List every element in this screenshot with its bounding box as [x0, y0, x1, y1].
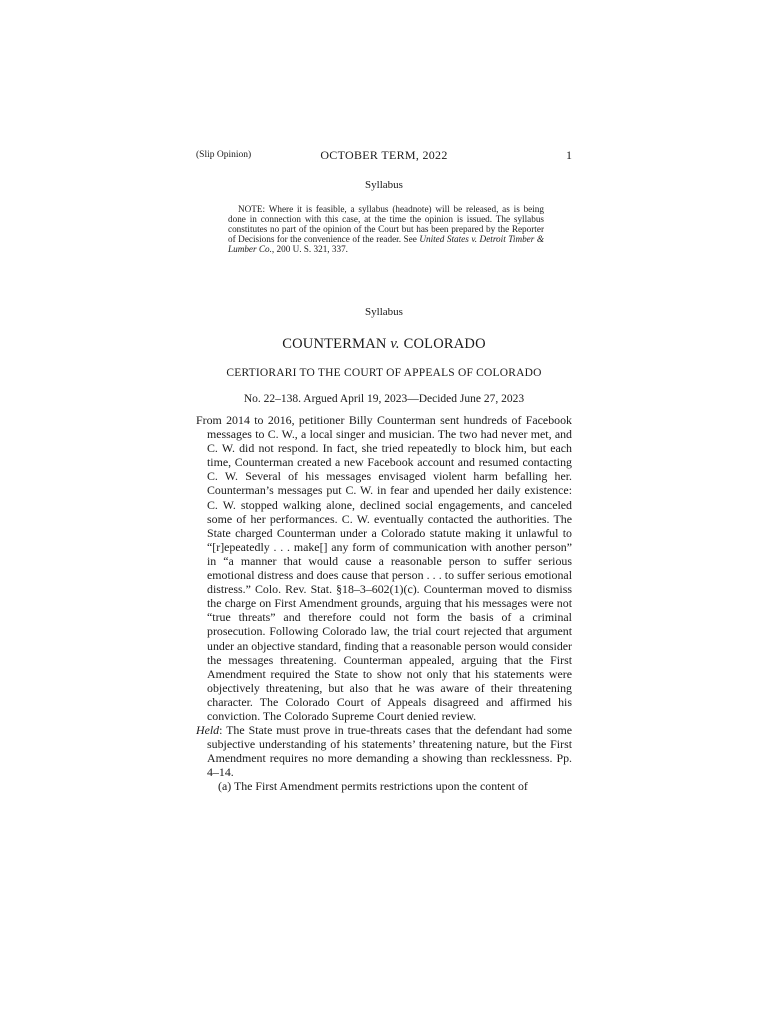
syllabus-heading-top: Syllabus [365, 179, 403, 191]
term-title: OCTOBER TERM, 2022 [320, 148, 448, 162]
holding-paragraph [196, 723, 572, 779]
case-caption [196, 336, 572, 353]
note-tail: , 200 U. S. 321, 337. [271, 244, 348, 254]
point-a-paragraph: (a) The First Amendment permits restrictions upon the content of [218, 779, 528, 794]
slip-opinion-label: (Slip Opinion) [196, 150, 252, 160]
reporter-note [228, 204, 544, 254]
syllabus-heading: Syllabus [365, 306, 403, 318]
docket-line: No. 22–138. Argued April 19, 2023—Decided June 27, 2023 [243, 393, 525, 405]
caption-respondent: COLORADO [403, 336, 486, 352]
caption-versus: v. [390, 336, 400, 352]
held-text: : The State must prove in true-threats cases that the defendant had some subjective understanding of his statements’ threatening nature, but the First Amendment requires no more demanding a showing than recklessness. Pp. 4–14. [207, 723, 572, 780]
caption-petitioner: COUNTERMAN [282, 336, 387, 352]
page-number: 1 [566, 148, 572, 162]
facts-paragraph: From 2014 to 2016, petitioner Billy Counterman sent hundreds of Facebook messages to C. W., a local singer and musician. The two had never met, and C. W. did not respond. In fact, she tried repeatedly to block him, but each time, Counterman created a new Facebook account and resumed contacting C. W. Several of his messages envisaged violent harm befalling her. Counterman’s messages put C. W. in fear and upended her daily existence: C. W. stopped walking alone, declined social engagements, and canceled some of her performances. C. W. eventually contacted the authorities. The State charged Counterman under a Colorado statute making it unlawful to “[r]epeatedly . . . make[] any form of communication with another person” in “a manner that would cause a reasonable person to suffer serious emotional distress and does cause that person . . . to suffer serious emotional distress.” Colo. Rev. Stat. §18–3–602(1)(c). Counterman moved to dismiss the charge on First Amendment grounds, arguing that his messages were not “true threats” and therefore could not form the basis of a criminal prosecution. Following Colorado law, the trial court rejected that argument under an objective standard, finding that a reasonable person would consider the messages threatening. Counterman appealed, arguing that the First Amendment required the State to show not only that his statements were objectively threatening, but also that he was aware of their threatening character. The Colorado Court of Appeals disagreed and affirmed his conviction. The Colorado Supreme Court denied review. [196, 413, 572, 723]
note-lead: NOTE: Where it is feasible, a syllabus (headnote) will be released, as is being done in connection with this case, at the time the opinion is issued. The syllabus constitutes no part of the opinion of the Court but has been prepared by the Reporter of Decisions for the convenience of the reader. See [228, 204, 544, 244]
syllabus-body [196, 413, 572, 794]
certiorari-line: CERTIORARI TO THE COURT OF APPEALS OF COLORADO [226, 367, 542, 379]
held-label: Held [196, 723, 220, 738]
note-case-citation: United States v. Detroit Timber & Lumber Co. [228, 234, 544, 254]
page-header [196, 148, 572, 164]
